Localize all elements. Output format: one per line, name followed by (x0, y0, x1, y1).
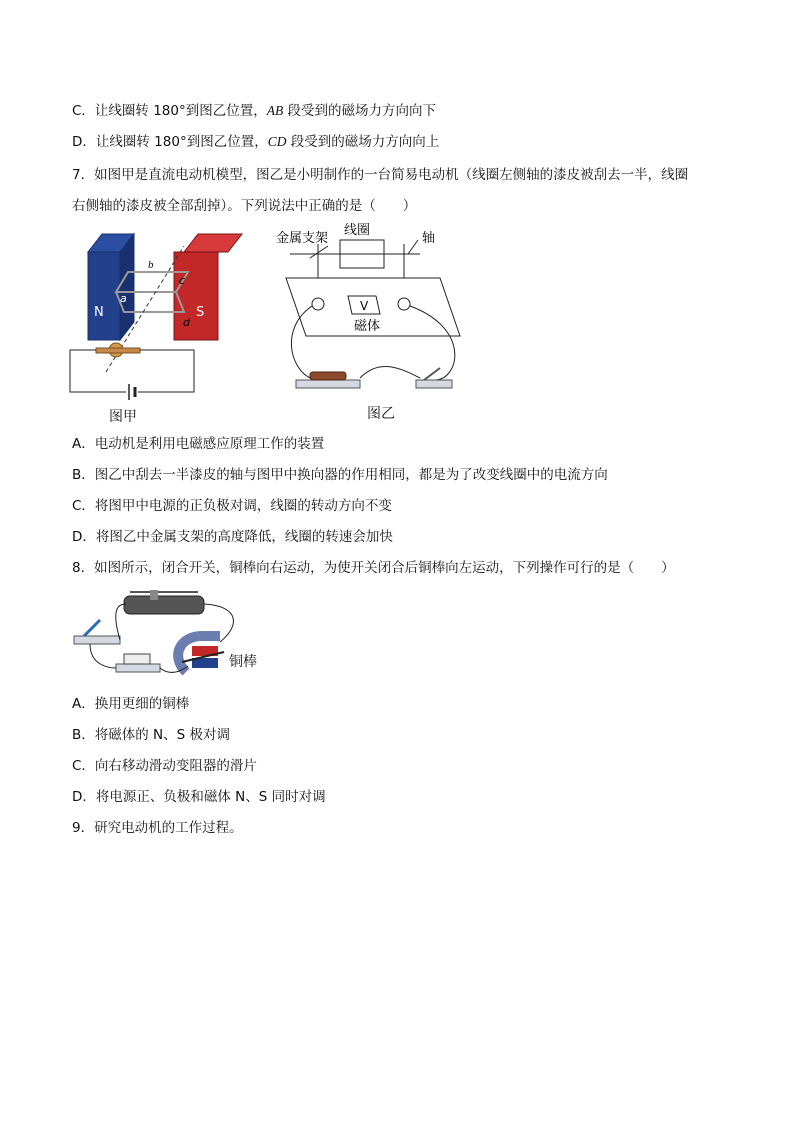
copper-rod-label: 铜棒 (229, 654, 257, 670)
coil-label-a: a (120, 292, 127, 305)
q7-option-c: C．将图甲中电源的正负极对调，线圈的转动方向不变 (72, 498, 392, 514)
magnet-n-label: N (94, 305, 104, 320)
figure-jia-caption: 图甲 (109, 409, 137, 425)
coil-label-b: b (148, 259, 154, 271)
q8-option-c: C．向右移动滑动变阻器的滑片 (72, 758, 257, 774)
magnet-label: 磁体 (354, 319, 381, 334)
axle-label: 轴 (422, 231, 436, 246)
magnet-v-label: V (360, 299, 369, 313)
figure-yi-caption: 图乙 (367, 406, 395, 422)
q6-option-c: C．让线圈转 180°到图乙位置，AB 段受到的磁场力方向向下 (72, 103, 437, 119)
q8-stem: 8．如图所示，闭合开关，铜棒向右运动，为使开关闭合后铜棒向左运动，下列操作可行的是（ ） (72, 560, 675, 576)
q7-stem-line2: 右侧轴的漆皮被全部刮掉）。下列说法中正确的是（ ） (72, 198, 417, 214)
coil-label: 线圈 (344, 223, 371, 238)
q7-option-a: A．电动机是利用电磁感应原理工作的装置 (72, 436, 325, 452)
bracket-label: 金属支架 (276, 231, 329, 246)
q7-stem-line1: 7．如图甲是直流电动机模型，图乙是小明制作的一台简易电动机（线圈左侧轴的漆皮被刮去一半，线圈 (72, 167, 689, 183)
q8-option-d: D．将电源正、负极和磁体 N、S 同时对调 (72, 789, 326, 805)
q9-stem: 9．研究电动机的工作过程。 (72, 820, 243, 836)
q7-option-b: B．图乙中刮去一半漆皮的轴与图甲中换向器的作用相同，都是为了改变线圈中的电流方向 (72, 467, 608, 483)
q6-option-d: D．让线圈转 180°到图乙位置，CD 段受到的磁场力方向向上 (72, 134, 440, 150)
q7-option-d: D．将图乙中金属支架的高度降低，线圈的转速会加快 (72, 529, 393, 545)
figure-jia-motor-model (66, 222, 205, 404)
magnet-s-label: S (196, 305, 205, 320)
figure-yi-simple-motor (270, 218, 470, 404)
coil-label-c: c (179, 274, 186, 287)
q8-option-b: B．将磁体的 N、S 极对调 (72, 727, 231, 743)
coil-label-d: d (183, 316, 190, 329)
q8-option-a: A．换用更细的铜棒 (72, 696, 190, 712)
